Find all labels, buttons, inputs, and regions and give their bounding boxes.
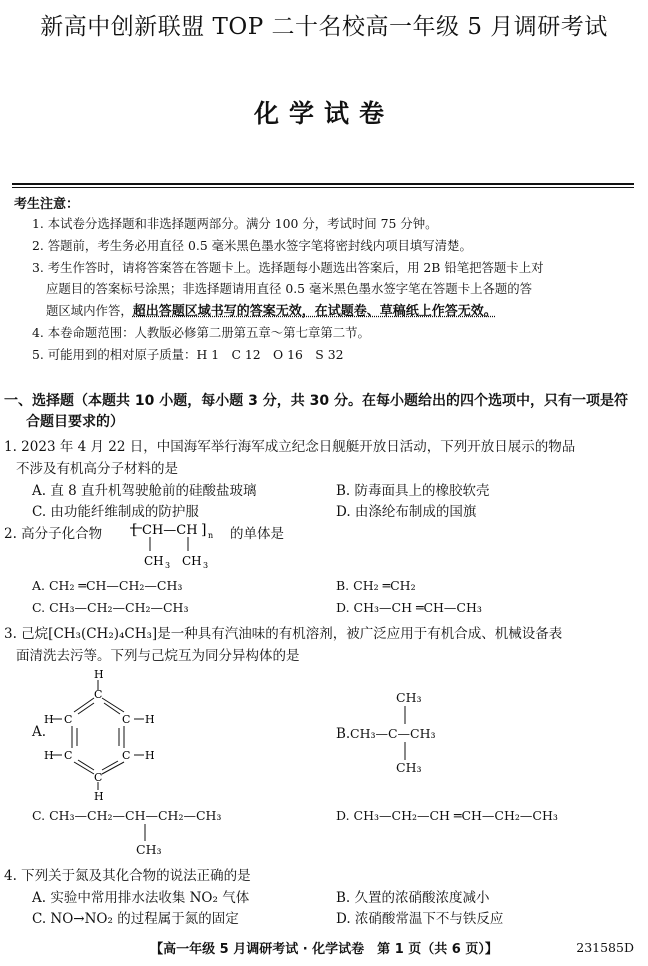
q3-option-c-bond bbox=[140, 824, 152, 842]
notice-item-1: 1. 本试卷分选择题和非选择题两部分。满分 100 分，考试时间 75 分钟。 bbox=[32, 216, 438, 231]
q1-option-d: D. 由涤纶布制成的国旗 bbox=[336, 504, 477, 520]
section-heading: 一、选择题（本题共 10 小题，每小题 3 分，共 30 分。在每小题给出的四个选项中，只有一项是符 bbox=[4, 393, 628, 409]
q3-option-b-bottom: CH₃ bbox=[396, 760, 422, 775]
benzene-h2: H bbox=[145, 713, 155, 726]
benzene-c2: C bbox=[122, 713, 131, 726]
benzene-h6: H bbox=[44, 713, 54, 726]
benzene-h5: H bbox=[44, 749, 54, 762]
q3-option-c-branch: CH₃ bbox=[136, 842, 162, 857]
benzene-c5: C bbox=[64, 749, 73, 762]
q3-option-c: C. CH₃—CH₂—CH—CH₂—CH₃ bbox=[32, 808, 222, 823]
q4-option-d: D. 浓硝酸常温下不与铁反应 bbox=[336, 911, 504, 927]
notice-item-3-cont2 bbox=[46, 300, 497, 319]
q2-option-a: A. CH₂ ═CH—CH₂—CH₃ bbox=[32, 578, 183, 593]
notice-item-3-tail: 题区域内作答， bbox=[46, 303, 133, 318]
benzene-h4: H bbox=[94, 790, 104, 802]
section-heading-cont: 合题目要求的） bbox=[26, 414, 124, 430]
notice-item-2: 2. 答题前，考生务必用直径 0.5 毫米黑色墨水签字笔将密封线内项目填写清楚。 bbox=[32, 238, 472, 253]
benzene-c4: C bbox=[94, 771, 103, 784]
q3-option-a-label: A. bbox=[32, 724, 47, 740]
subject-title: 化学试卷 bbox=[253, 99, 394, 128]
notice-item-3: 3. 考生作答时，请将答案答在答题卡上。选择题每小题选出答案后，用 2B 铅笔把答题卡上对 bbox=[32, 260, 544, 275]
q3-option-b-top: CH₃ bbox=[396, 690, 422, 705]
q3-benzene-ring bbox=[44, 668, 164, 802]
polymer-backbone: CH—CH bbox=[142, 523, 198, 538]
q3-stem-cont: 面清洗去污等。下列与己烷互为同分异构体的是 bbox=[16, 648, 300, 664]
q1-option-a: A. 直 8 直升机驾驶舱前的硅酸盐玻璃 bbox=[32, 483, 257, 499]
q2-stem: 2. 高分子化合物 bbox=[4, 526, 103, 542]
notice-heading: 考生注意： bbox=[14, 197, 80, 212]
q4-option-c: C. NO→NO₂ 的过程属于氮的固定 bbox=[32, 911, 239, 927]
q2-polymer-structure bbox=[128, 520, 228, 572]
paper-code: 231585D bbox=[576, 940, 634, 955]
benzene-c3: C bbox=[122, 749, 131, 762]
q3-option-d: D. CH₃—CH₂—CH ═CH—CH₂—CH₃ bbox=[336, 808, 558, 823]
polymer-sub2-n: 3 bbox=[203, 561, 209, 570]
divider-thick bbox=[12, 183, 634, 185]
q2-stem-suffix: 的单体是 bbox=[230, 526, 284, 542]
benzene-c6: C bbox=[64, 713, 73, 726]
q3-option-b-label: B. bbox=[336, 726, 351, 742]
q3-option-b-chain: CH₃—C—CH₃ bbox=[350, 726, 436, 741]
q1-stem: 1. 2023 年 4 月 22 日，中国海军举行海军成立纪念日舰艇开放日活动，下列开放日展示的物品 bbox=[4, 439, 576, 455]
q2-option-c: C. CH₃—CH₂—CH₂—CH₃ bbox=[32, 600, 189, 615]
polymer-right-bracket: ] bbox=[201, 522, 207, 538]
notice-item-4: 4. 本卷命题范围：人教版必修第二册第五章～第七章第二节。 bbox=[32, 325, 370, 340]
polymer-n: n bbox=[208, 531, 214, 540]
q1-stem-cont: 不涉及有机高分子材料的是 bbox=[16, 461, 178, 477]
polymer-sub1-n: 3 bbox=[165, 561, 171, 570]
benzene-h3: H bbox=[145, 749, 155, 762]
exam-title: 新高中创新联盟 TOP 二十名校高一年级 5 月调研考试 bbox=[40, 14, 608, 40]
q1-option-b: B. 防毒面具上的橡胶软壳 bbox=[336, 483, 490, 499]
q2-option-b: B. CH₂ ═CH₂ bbox=[336, 578, 416, 593]
benzene-h1: H bbox=[94, 668, 104, 681]
q3-stem: 3. 己烷[CH₃(CH₂)₄CH₃]是一种具有汽油味的有机溶剂，被广泛应用于有机合成、机械设备表 bbox=[4, 626, 563, 642]
divider-thin bbox=[12, 187, 634, 188]
notice-item-3-cont: 应题目的答案标号涂黑；非选择题请用直径 0.5 毫米黑色墨水签字笔在答题卡上各题的答 bbox=[46, 281, 533, 296]
benzene-c1: C bbox=[94, 688, 103, 701]
q4-option-a: A. 实验中常用排水法收集 NO₂ 气体 bbox=[32, 890, 250, 906]
q4-stem: 4. 下列关于氮及其化合物的说法正确的是 bbox=[4, 868, 251, 884]
q4-option-b: B. 久置的浓硝酸浓度减小 bbox=[336, 890, 490, 906]
page-footer: 【高一年级 5 月调研考试 · 化学试卷 第 1 页（共 6 页）】 bbox=[150, 942, 498, 957]
q1-option-c: C. 由功能纤维制成的防护服 bbox=[32, 504, 199, 520]
polymer-left-bracket: [ bbox=[132, 522, 138, 538]
notice-item-5: 5. 可能用到的相对原子质量：H 1 C 12 O 16 S 32 bbox=[32, 347, 344, 362]
polymer-sub1: CH bbox=[144, 554, 164, 568]
polymer-sub2: CH bbox=[182, 554, 202, 568]
q2-option-d: D. CH₃—CH ═CH—CH₃ bbox=[336, 600, 482, 615]
notice-warning: 超出答题区域书写的答案无效，在试题卷、草稿纸上作答无效。 bbox=[132, 304, 497, 319]
